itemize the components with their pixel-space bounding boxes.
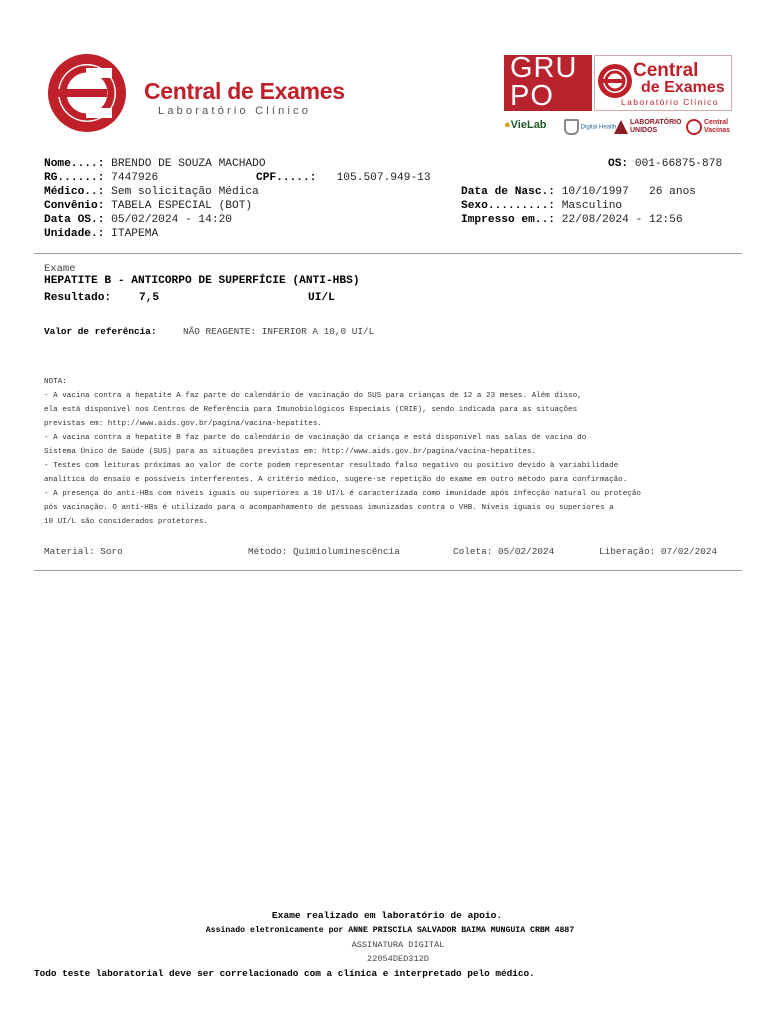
- medico-value: Sem solicitação Médica: [111, 186, 259, 198]
- group-logo: [504, 52, 732, 137]
- central-exames-logo-icon: [46, 52, 138, 134]
- material-value: Soro: [100, 546, 123, 557]
- patient-name-row: [44, 157, 266, 171]
- result-unit: UI/L: [308, 292, 335, 304]
- liberacao-label: Liberação:: [599, 546, 656, 557]
- data-os-row: [44, 213, 232, 227]
- rg-value: 7447926: [111, 172, 159, 184]
- leaf-icon: ●: [504, 119, 511, 131]
- reference-label: Valor de referência:: [44, 326, 157, 337]
- note-line: previstas em: http://www.aids.gov.br/pagina/vacina-hepatites.: [44, 420, 322, 428]
- sexo-row: [461, 199, 622, 213]
- os-label: OS:: [608, 158, 629, 170]
- signed-by-text: Assinado eletronicamente por ANNE PRISCILA SALVADOR BAIMA MUNGUIA CRBM 4887: [205, 926, 575, 935]
- note-line: - Testes com leituras próximas ao valor de corte podem representar resultado falso negativo ou positivo devido à variabilidade: [44, 462, 619, 470]
- age-value: 26 anos: [649, 186, 697, 198]
- partner-central-vacinas: Central Vacinas: [686, 119, 734, 135]
- liberacao-info: [599, 546, 717, 557]
- note-line: Sistema Único de Saúde (SUS) para as situações previstas em: http://www.aids.gov.br/pagina/vacina-hepatites.: [44, 448, 537, 456]
- note-line: - A vacina contra a hepatite A faz parte do calendário de vacinação do SUS para crianças de 12 a 23 meses. Além disso,: [44, 392, 582, 400]
- medico-row: [44, 185, 259, 199]
- convenio-row: [44, 199, 252, 213]
- impresso-label: Impresso em..:: [461, 214, 555, 226]
- material-label: Material:: [44, 546, 95, 557]
- grupo-badge: [504, 52, 592, 112]
- os-row: [608, 157, 722, 171]
- signature-hash: 22054DED312D: [367, 954, 429, 964]
- group-brand-subtitle: Laboratório Clínico: [621, 97, 719, 107]
- group-brand: [594, 55, 732, 111]
- rg-row: [44, 171, 158, 185]
- unidade-label: Unidade.:: [44, 228, 105, 240]
- digital-signature-label: ASSINATURA DIGITAL: [351, 940, 445, 950]
- disclaimer-text: Todo teste laboratorial deve ser correlacionado com a clínica e interpretado pelo médico.: [34, 968, 535, 979]
- partner-logos: [504, 117, 732, 137]
- central-exames-small-logo-icon: [597, 63, 633, 99]
- sexo-value: Masculino: [561, 200, 623, 212]
- cpf-value: 105.507.949-13: [336, 172, 431, 184]
- vaccine-logo-icon: [686, 119, 702, 135]
- exam-section-label: Exame: [44, 263, 76, 275]
- convenio-label: Convênio:: [44, 200, 105, 212]
- result-label: Resultado:: [44, 292, 112, 304]
- metodo-value: Quimioluminescência: [293, 546, 400, 557]
- nasc-label: Data de Nasc.:: [461, 186, 555, 198]
- apoio-text: Exame realizado em laboratório de apoio.: [271, 910, 503, 921]
- nasc-value: 10/10/1997: [561, 186, 629, 198]
- grupo-text-2: PO: [510, 80, 554, 112]
- note-line: 10 UI/L são considerados protetores.: [44, 518, 209, 526]
- result-value: 7,5: [139, 292, 160, 304]
- coleta-label: Coleta:: [453, 546, 493, 557]
- note-line: pós vacinação. O anti-HBs é utilizado para o acompanhamento de pessoas imunizadas contra o VHB. Níveis iguais ou superiores a: [44, 504, 614, 512]
- metodo-label: Método:: [248, 546, 288, 557]
- rg-label: RG......:: [44, 172, 105, 184]
- note-line: ela está disponível nos Centros de Referência para Imunobiológicos Especiais (CRIE), sendo indicada para as situações: [44, 406, 578, 414]
- partner-vielab: ●VieLab: [504, 119, 547, 131]
- lab-subtitle: Laboratório Clínico: [158, 105, 312, 117]
- note-line: NOTA:: [44, 378, 67, 386]
- group-brand-line1: Central: [633, 60, 699, 81]
- exam-title: HEPATITE B - ANTICORPO DE SUPERFÍCIE (ANTI-HBS): [44, 275, 360, 287]
- impresso-value: 22/08/2024 - 12:56: [561, 214, 683, 226]
- header-divider: [34, 253, 742, 254]
- sexo-label: Sexo.........:: [461, 200, 555, 212]
- grupo-text-1: GRU: [510, 52, 578, 84]
- nasc-row: [461, 185, 696, 199]
- data-os-value: 05/02/2024 - 14:20: [111, 214, 233, 226]
- lab-name: Central de Exames: [144, 78, 345, 104]
- note-line: - A presença do anti-HBs com níveis iguais ou superiores a 10 UI/L é caracterizada como imunidade após infecção natural ou proteção: [44, 490, 641, 498]
- notes-block: [44, 375, 641, 529]
- group-brand-line2: de Exames: [641, 79, 725, 96]
- cpf-label: CPF.....:: [256, 172, 317, 184]
- coleta-info: [453, 546, 554, 557]
- exam-divider: [34, 570, 742, 571]
- os-number: 001-66875-878: [634, 158, 723, 170]
- medico-label: Médico..:: [44, 186, 105, 198]
- note-line: analítica do ensaio e possíveis interferentes. A critério médico, sugere-se repetição do exame em outro método para confirmação.: [44, 476, 628, 484]
- data-os-label: Data OS.:: [44, 214, 105, 226]
- convenio-value: TABELA ESPECIAL (BOT): [111, 200, 253, 212]
- shield-icon: [564, 119, 579, 135]
- partner-unidos: LABORATÓRIO UNIDOS: [614, 119, 686, 135]
- unidade-row: [44, 227, 158, 241]
- reference-value: NÃO REAGENTE: INFERIOR A 10,0 UI/L: [183, 326, 375, 337]
- note-line: - A vacina contra a hepatite B faz parte do calendário de vacinação da criança e está disponível nas salas de vacina do: [44, 434, 587, 442]
- metodo-info: [248, 546, 400, 557]
- coleta-value: 05/02/2024: [498, 546, 555, 557]
- liberacao-value: 07/02/2024: [660, 546, 718, 557]
- lab-logo: [46, 52, 346, 134]
- patient-name: BRENDO DE SOUZA MACHADO: [111, 158, 266, 170]
- nome-label: Nome....:: [44, 158, 105, 170]
- unidade-value: ITAPEMA: [111, 228, 159, 240]
- impresso-row: [461, 213, 683, 227]
- cpf-row: [256, 171, 431, 185]
- partner-digital-health: Digital Health: [564, 119, 616, 135]
- unidos-icon: [614, 120, 628, 134]
- material-info: [44, 546, 123, 557]
